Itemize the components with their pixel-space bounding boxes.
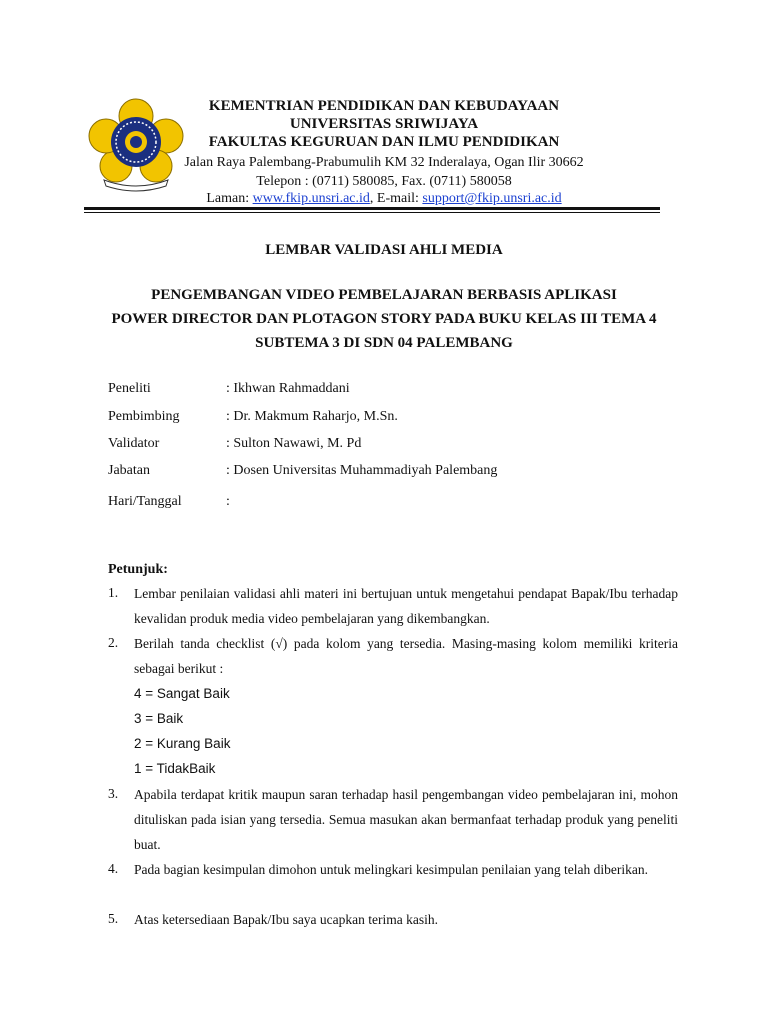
instruction-item-2: Berilah tanda checklist (√) pada kolom yang tersedia. Masing-masing kolom memiliki kriteria sebagai berikut : <box>134 636 678 676</box>
email-link[interactable]: support@fkip.unsri.ac.id <box>422 191 562 206</box>
document-title: LEMBAR VALIDASI AHLI MEDIA <box>265 242 503 258</box>
faculty-name: FAKULTAS KEGURUAN DAN ILMU PENDIDIKAN <box>208 134 560 150</box>
instructions-heading: Petunjuk: <box>108 562 168 577</box>
subtitle-line-1: PENGEMBANGAN VIDEO PEMBELAJARAN BERBASIS APLIKASI <box>151 287 617 303</box>
item-number-4: 4. <box>108 861 119 876</box>
phone-line: Telepon : (0711) 580085, Fax. (0711) 580058 <box>256 174 512 189</box>
instruction-item-5: Atas ketersediaan Bapak/Ibu saya ucapkan terima kasih. <box>134 912 439 927</box>
university-name: UNIVERSITAS SRIWIJAYA <box>289 116 479 132</box>
info-label-peneliti: Peneliti <box>108 381 151 396</box>
item-number-3: 3. <box>108 786 119 801</box>
item-number-5: 5. <box>108 911 119 926</box>
info-label-validator: Validator <box>108 436 160 451</box>
ministry-name: KEMENTRIAN PENDIDIKAN DAN KEBUDAYAAN <box>208 98 560 114</box>
header-divider-thin <box>84 212 660 213</box>
info-value-tanggal: : <box>226 494 230 509</box>
criteria-item-4: 4 = Sangat Baik <box>134 686 230 701</box>
subtitle-line-2: POWER DIRECTOR DAN PLOTAGON STORY PADA BUKU KELAS III TEMA 4 <box>111 311 657 327</box>
criteria-item-3: 3 = Baik <box>134 711 184 726</box>
subtitle-line-3: SUBTEMA 3 DI SDN 04 PALEMBANG <box>255 335 513 351</box>
header-divider-thick <box>84 207 660 210</box>
email-label: , E-mail: <box>369 191 423 206</box>
info-value-pembimbing: : Dr. Makmum Raharjo, M.Sn. <box>226 409 398 424</box>
instruction-item-3: Apabila terdapat kritik maupun saran terhadap hasil pengembangan video pembelajaran ini, mohon dituliskan pada isian yang tersedia. Semua masukan akan bermanfaat terhadap produk yang peneliti buat. <box>134 787 678 852</box>
criteria-item-1: 1 = TidakBaik <box>134 761 216 776</box>
info-label-pembimbing: Pembimbing <box>108 409 180 424</box>
contact-line <box>0 191 768 207</box>
website-link[interactable]: www.fkip.unsri.ac.id <box>252 191 370 206</box>
instruction-item-1: Lembar penilaian validasi ahli materi ini bertujuan untuk mengetahui pendapat Bapak/Ibu terhadap kevalidan produk media video pembelajaran yang dikembangkan. <box>134 586 678 626</box>
item-number-2: 2. <box>108 635 119 650</box>
info-value-peneliti: : Ikhwan Rahmaddani <box>226 381 350 396</box>
info-value-validator: : Sulton Nawawi, M. Pd <box>226 436 362 451</box>
item-number-1: 1. <box>108 585 119 600</box>
info-label-tanggal: Hari/Tanggal <box>108 494 182 509</box>
info-value-jabatan: : Dosen Universitas Muhammadiyah Palembang <box>226 463 498 478</box>
info-label-jabatan: Jabatan <box>108 463 150 478</box>
criteria-item-2: 2 = Kurang Baik <box>134 736 231 751</box>
address-line: Jalan Raya Palembang-Prabumulih KM 32 Inderalaya, Ogan Ilir 30662 <box>184 155 584 170</box>
web-label: Laman: <box>206 191 253 206</box>
instruction-item-4: Pada bagian kesimpulan dimohon untuk melingkari kesimpulan penilaian yang telah diberikan. <box>134 862 649 877</box>
